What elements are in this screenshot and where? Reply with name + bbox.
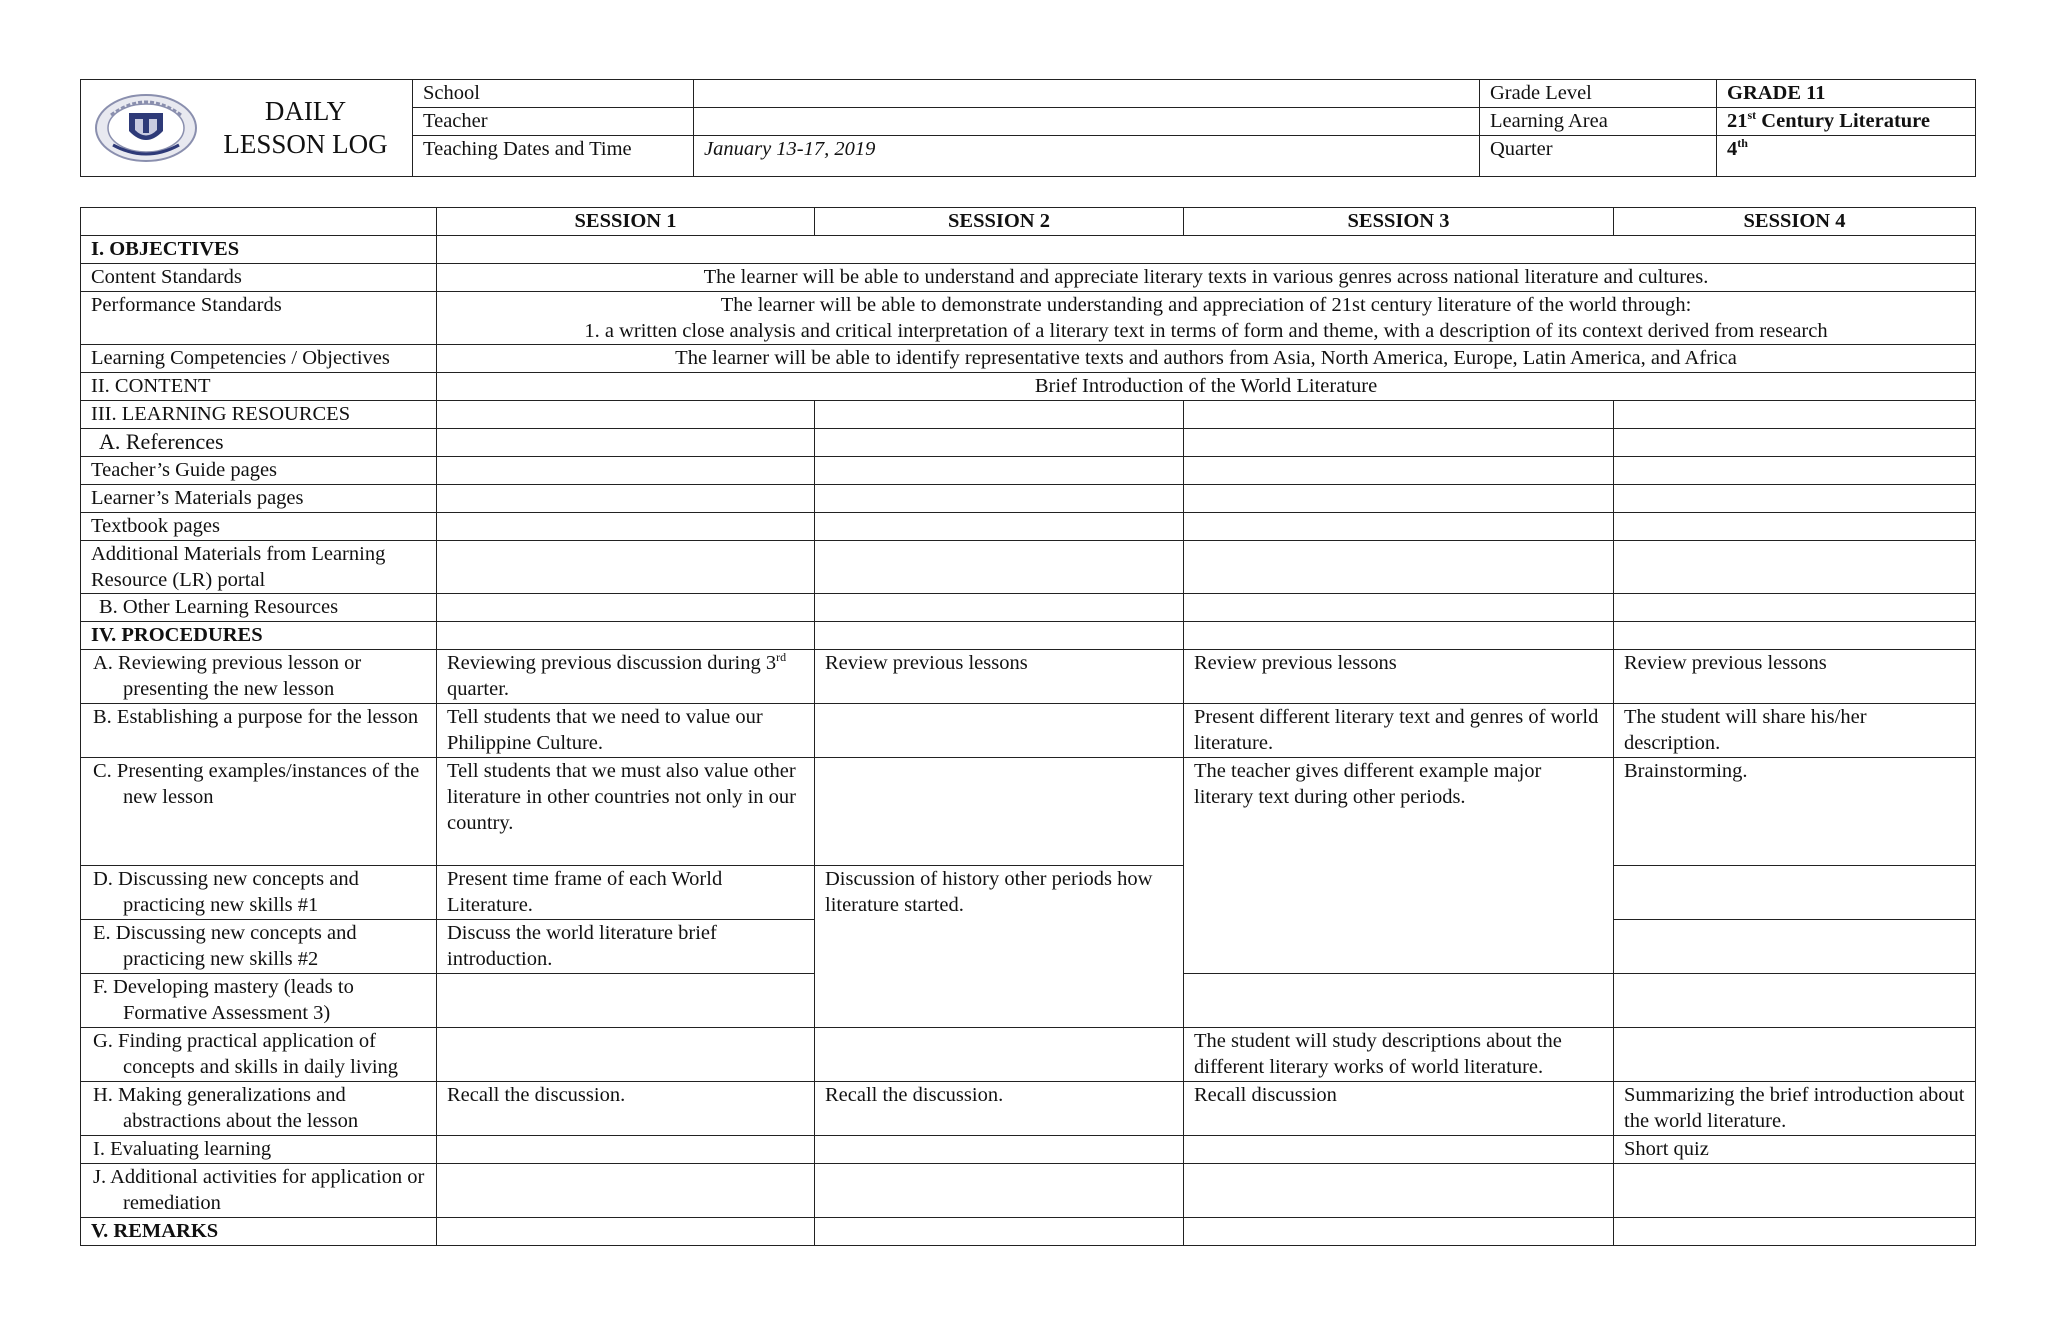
performance-standards-text: The learner will be able to demonstrate understanding and appreciation of 21st century literature of the world through: 1. a written close analysis and critical interpretation of a literary text in terms of form and theme, with a description of its context derived from research <box>437 292 1976 345</box>
content-standards-row <box>81 264 1976 292</box>
deped-seal-icon <box>93 93 199 163</box>
procedure-a-session-4: Review previous lessons <box>1614 650 1976 704</box>
procedure-c-label: C. Presenting examples/instances of the new lesson <box>81 758 437 866</box>
textbook-row <box>81 513 1976 541</box>
procedure-h-row <box>81 1082 1976 1136</box>
procedure-h-session-3: Recall discussion <box>1184 1082 1614 1136</box>
procedure-h-label: H. Making generalizations and abstractions about the lesson <box>81 1082 437 1136</box>
procedure-i-session-4: Short quiz <box>1614 1136 1976 1164</box>
procedure-i-label: I. Evaluating learning <box>81 1136 437 1164</box>
content-label: II. CONTENT <box>81 373 437 401</box>
content-row <box>81 373 1976 401</box>
competencies-row <box>81 345 1976 373</box>
procedure-i-row <box>81 1136 1976 1164</box>
procedure-f-session-4 <box>1614 974 1976 1028</box>
procedure-f-label: F. Developing mastery (leads to Formative Assessment 3) <box>81 974 437 1028</box>
procedure-a-session-1: Reviewing previous discussion during 3rd quarter. <box>437 650 815 704</box>
other-resources-label: B. Other Learning Resources <box>81 594 437 622</box>
procedure-e-session-1: Discuss the world literature brief introduction. <box>437 920 815 974</box>
competencies-label: Learning Competencies / Objectives <box>81 345 437 373</box>
procedure-h-session-1: Recall the discussion. <box>437 1082 815 1136</box>
procedure-e-label: E. Discussing new concepts and practicing new skills #2 <box>81 920 437 974</box>
procedure-g-session-4 <box>1614 1028 1976 1082</box>
procedure-b-session-1: Tell students that we need to value our Philippine Culture. <box>437 704 815 758</box>
school-label: School <box>413 80 694 108</box>
procedure-g-session-2 <box>815 1028 1184 1082</box>
procedure-c-session-3: The teacher gives different example major literary text during other periods. <box>1184 758 1614 974</box>
quarter-value: 4th <box>1717 136 1976 177</box>
performance-standards-row <box>81 292 1976 345</box>
procedure-c-row <box>81 758 1976 866</box>
resources-heading: III. LEARNING RESOURCES <box>81 401 437 429</box>
session-3-header: SESSION 3 <box>1184 208 1614 236</box>
procedure-d-session-4 <box>1614 866 1976 920</box>
procedure-g-label: G. Finding practical application of concepts and skills in daily living <box>81 1028 437 1082</box>
procedures-heading: IV. PROCEDURES <box>81 622 437 650</box>
other-resources-row <box>81 594 1976 622</box>
additional-materials-row <box>81 541 1976 594</box>
procedure-g-session-1 <box>437 1028 815 1082</box>
content-text: Brief Introduction of the World Literature <box>437 373 1976 401</box>
session-1-header: SESSION 1 <box>437 208 815 236</box>
objectives-heading: I. OBJECTIVES <box>81 236 437 264</box>
learners-materials-row <box>81 485 1976 513</box>
teacher-value <box>694 108 1480 136</box>
remarks-row <box>81 1218 1976 1246</box>
references-label: A. References <box>81 429 437 457</box>
objectives-blank <box>437 236 1976 264</box>
procedure-a-label: A. Reviewing previous lesson or presenting the new lesson <box>81 650 437 704</box>
procedure-d-label: D. Discussing new concepts and practicing new skills #1 <box>81 866 437 920</box>
procedure-c-session-1: Tell students that we must also value other literature in other countries not only in our country. <box>437 758 815 866</box>
procedure-b-session-4: The student will share his/her description. <box>1614 704 1976 758</box>
learning-area-value: 21st Century Literature <box>1717 108 1976 136</box>
learning-area-label: Learning Area <box>1480 108 1717 136</box>
remarks-label: V. REMARKS <box>81 1218 437 1246</box>
procedure-h-session-2: Recall the discussion. <box>815 1082 1184 1136</box>
header-table <box>80 79 1976 177</box>
corner-cell <box>81 208 437 236</box>
content-standards-text: The learner will be able to understand and appreciate literary texts in various genres across national literature and cultures. <box>437 264 1976 292</box>
teacher-label: Teacher <box>413 108 694 136</box>
procedure-a-row <box>81 650 1976 704</box>
procedures-row <box>81 622 1976 650</box>
session-header-row <box>81 208 1976 236</box>
session-4-header: SESSION 4 <box>1614 208 1976 236</box>
procedure-f-session-3 <box>1184 974 1614 1028</box>
grade-level-label: Grade Level <box>1480 80 1717 108</box>
objectives-row <box>81 236 1976 264</box>
dates-value: January 13-17, 2019 <box>694 136 1480 177</box>
procedure-h-session-4: Summarizing the brief introduction about the world literature. <box>1614 1082 1976 1136</box>
procedure-g-row <box>81 1028 1976 1082</box>
procedure-a-session-3: Review previous lessons <box>1184 650 1614 704</box>
procedure-c-session-4: Brainstorming. <box>1614 758 1976 866</box>
resources-row <box>81 401 1976 429</box>
session-2-header: SESSION 2 <box>815 208 1184 236</box>
content-standards-label: Content Standards <box>81 264 437 292</box>
procedure-d-session-1: Present time frame of each World Literature. <box>437 866 815 920</box>
procedure-c-session-2 <box>815 758 1184 866</box>
lesson-table <box>80 207 1976 1246</box>
teachers-guide-row <box>81 457 1976 485</box>
teachers-guide-label: Teacher’s Guide pages <box>81 457 437 485</box>
logo-cell <box>81 80 413 177</box>
procedure-b-label: B. Establishing a purpose for the lesson <box>81 704 437 758</box>
learners-materials-label: Learner’s Materials pages <box>81 485 437 513</box>
procedure-j-row <box>81 1164 1976 1218</box>
references-row <box>81 429 1976 457</box>
dates-label: Teaching Dates and Time <box>413 136 694 177</box>
procedure-g-session-3: The student will study descriptions about the different literary works of world literature. <box>1184 1028 1614 1082</box>
procedure-e-session-4 <box>1614 920 1976 974</box>
quarter-label: Quarter <box>1480 136 1717 177</box>
procedure-f-session-1 <box>437 974 815 1028</box>
additional-materials-label: Additional Materials from Learning Resource (LR) portal <box>81 541 437 594</box>
competencies-text: The learner will be able to identify representative texts and authors from Asia, North America, Europe, Latin America, and Africa <box>437 345 1976 373</box>
document-title: DAILY LESSON LOG <box>223 96 388 159</box>
procedure-a-session-2: Review previous lessons <box>815 650 1184 704</box>
procedure-d-session-2: Discussion of history other periods how literature started. <box>815 866 1184 1028</box>
procedure-b-session-2 <box>815 704 1184 758</box>
procedure-b-row <box>81 704 1976 758</box>
procedure-d-row <box>81 866 1976 920</box>
school-value <box>694 80 1480 108</box>
grade-level-value: GRADE 11 <box>1717 80 1976 108</box>
procedure-j-label: J. Additional activities for application or remediation <box>81 1164 437 1218</box>
performance-standards-label: Performance Standards <box>81 292 437 345</box>
textbook-label: Textbook pages <box>81 513 437 541</box>
procedure-b-session-3: Present different literary text and genres of world literature. <box>1184 704 1614 758</box>
